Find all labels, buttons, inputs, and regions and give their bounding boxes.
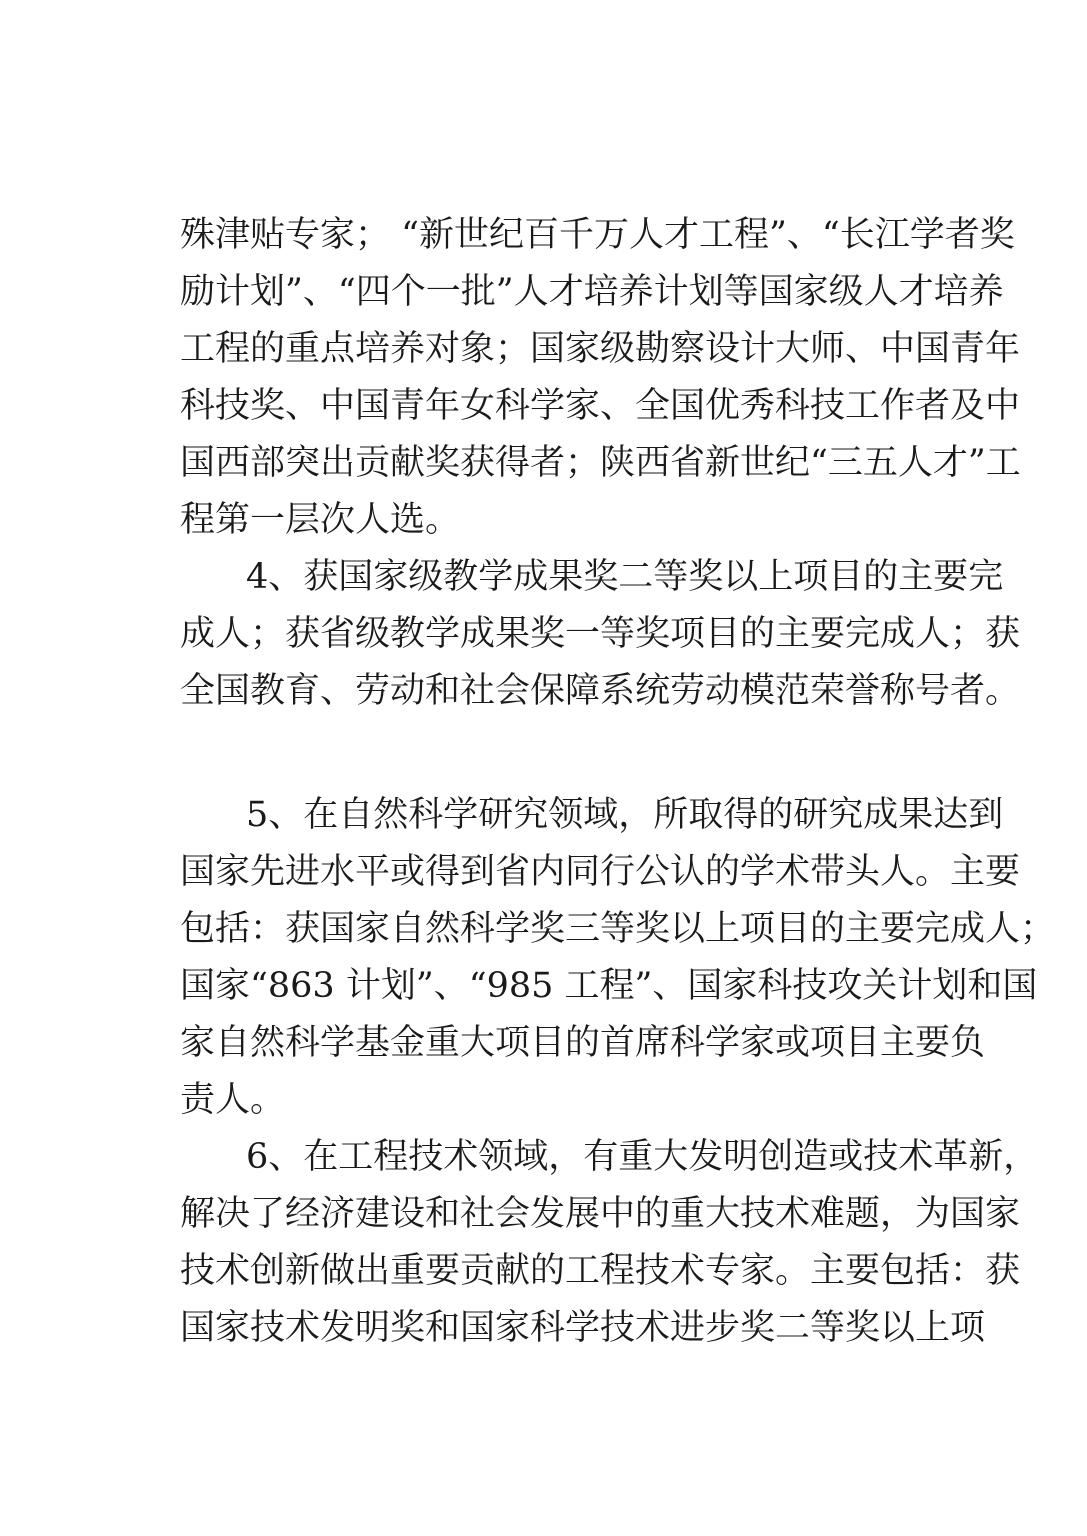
paragraph-5-line-6: 责人。: [180, 1080, 286, 1120]
paragraph-5-line-5: 家自然科学基金重大项目的首席科学家或项目主要负: [180, 1023, 986, 1063]
paragraph-6-line-4: 国家技术发明奖和国家科学技术进步奖二等奖以上项: [180, 1308, 986, 1348]
paragraph-4-line-1: 4、获国家级教学成果奖二等奖以上项目的主要完: [246, 557, 1004, 597]
paragraph-5-line-3: 包括：获国家自然科学奖三等奖以上项目的主要完成人；: [180, 909, 1056, 949]
paragraph-3-line-4: 科技奖、中国青年女科学家、全国优秀科技工作者及中: [180, 386, 1021, 426]
paragraph-6-line-1: 6、在工程技术领域，有重大发明创造或技术革新，: [246, 1137, 1039, 1177]
paragraph-6-line-2: 解决了经济建设和社会发展中的重大技术难题，为国家: [180, 1194, 1021, 1234]
paragraph-3-line-6: 程第一层次人选。: [180, 500, 461, 540]
paragraph-5-line-2: 国家先进水平或得到省内同行公认的学术带头人。主要: [180, 852, 1021, 892]
paragraph-6-line-3: 技术创新做出重要贡献的工程技术专家。主要包括：获: [180, 1251, 1021, 1291]
paragraph-3-line-3: 工程的重点培养对象；国家级勘察设计大师、中国青年: [180, 329, 1021, 369]
paragraph-3-line-2: 励计划”、“四个一批”人才培养计划等国家级人才培养: [180, 272, 1004, 312]
paragraph-5-line-4: 国家“863 计划”、“985 工程”、国家科技攻关计划和国: [180, 966, 1038, 1006]
paragraph-4-line-3: 全国教育、劳动和社会保障系统劳动模范荣誉称号者。: [180, 671, 1021, 711]
paragraph-5-line-1: 5、在自然科学研究领域，所取得的研究成果达到: [246, 795, 1004, 835]
paragraph-3-line-5: 国西部突出贡献奖获得者；陕西省新世纪“三五人才”工: [180, 443, 1021, 483]
paragraph-3-line-1: 殊津贴专家； “新世纪百千万人才工程”、“长江学者奖: [180, 215, 1015, 255]
paragraph-4-line-2: 成人；获省级教学成果奖一等奖项目的主要完成人；获: [180, 614, 1021, 654]
